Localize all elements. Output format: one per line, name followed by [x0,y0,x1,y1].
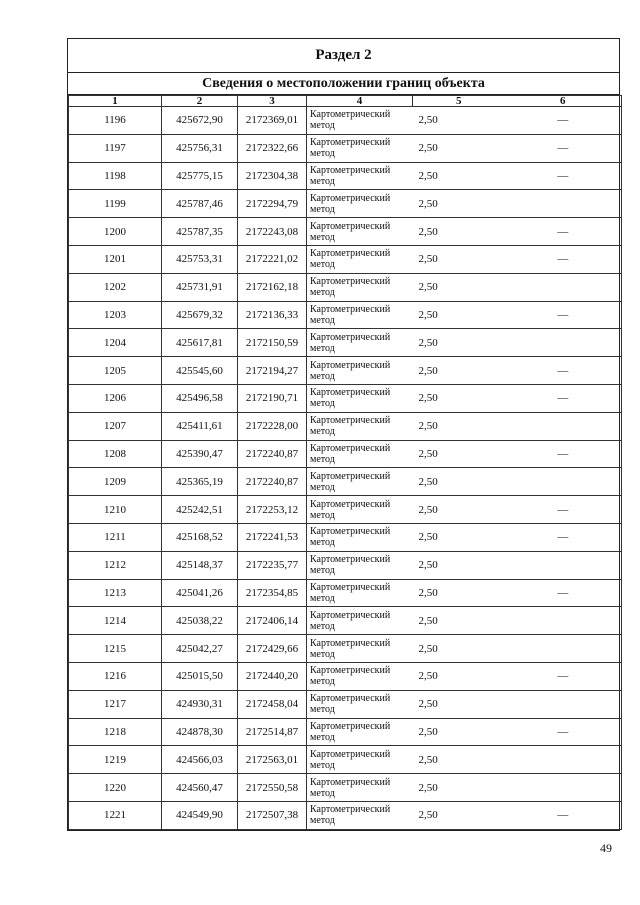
x-coordinate-cell: 425041,26 [162,579,238,607]
accuracy-cell: 2,50 [413,162,505,190]
accuracy-cell: 2,50 [413,635,505,663]
column-6-cell: — [505,662,622,690]
y-coordinate-cell: 2172235,77 [238,551,307,579]
column-6-cell: — [505,107,622,135]
table-row [69,746,622,774]
y-coordinate-cell: 2172550,58 [238,774,307,802]
point-number-cell: 1208 [69,440,162,468]
table-row [69,162,622,190]
accuracy-cell: 2,50 [413,551,505,579]
method-cell: Картометрический метод [307,384,413,412]
section-subtitle: Сведения о местоположении границ объекта [68,73,619,95]
accuracy-cell: 2,50 [413,801,505,829]
x-coordinate-cell: 425787,46 [162,190,238,218]
column-6-cell: — [505,523,622,551]
method-cell: Картометрический метод [307,718,413,746]
table-row [69,357,622,385]
y-coordinate-cell: 2172563,01 [238,746,307,774]
column-6-cell [505,690,622,718]
y-coordinate-cell: 2172240,87 [238,468,307,496]
column-header: 4 [307,96,413,107]
table-row [69,607,622,635]
table-row [69,662,622,690]
point-number-cell: 1201 [69,245,162,273]
document-frame [67,38,620,831]
column-6-cell [505,190,622,218]
y-coordinate-cell: 2172369,01 [238,107,307,135]
point-number-cell: 1213 [69,579,162,607]
table-row [69,412,622,440]
x-coordinate-cell: 425242,51 [162,496,238,524]
method-cell: Картометрический метод [307,662,413,690]
accuracy-cell: 2,50 [413,329,505,357]
boundary-table [68,95,622,830]
accuracy-cell: 2,50 [413,218,505,246]
accuracy-cell: 2,50 [413,607,505,635]
column-6-cell: — [505,801,622,829]
point-number-cell: 1221 [69,801,162,829]
point-number-cell: 1196 [69,107,162,135]
point-number-cell: 1200 [69,218,162,246]
accuracy-cell: 2,50 [413,245,505,273]
y-coordinate-cell: 2172440,20 [238,662,307,690]
method-cell: Картометрический метод [307,162,413,190]
method-cell: Картометрический метод [307,412,413,440]
y-coordinate-cell: 2172243,08 [238,218,307,246]
y-coordinate-cell: 2172429,66 [238,635,307,663]
method-cell: Картометрический метод [307,218,413,246]
x-coordinate-cell: 425672,90 [162,107,238,135]
table-row [69,496,622,524]
table-row [69,468,622,496]
x-coordinate-cell: 425365,19 [162,468,238,496]
method-cell: Картометрический метод [307,635,413,663]
table-row [69,523,622,551]
point-number-cell: 1212 [69,551,162,579]
x-coordinate-cell: 425753,31 [162,245,238,273]
y-coordinate-cell: 2172406,14 [238,607,307,635]
method-cell: Картометрический метод [307,134,413,162]
accuracy-cell: 2,50 [413,273,505,301]
method-cell: Картометрический метод [307,496,413,524]
point-number-cell: 1206 [69,384,162,412]
table-row [69,801,622,829]
table-row [69,134,622,162]
x-coordinate-cell: 425015,50 [162,662,238,690]
table-row [69,774,622,802]
accuracy-cell: 2,50 [413,774,505,802]
column-6-cell: — [505,245,622,273]
point-number-cell: 1204 [69,329,162,357]
x-coordinate-cell: 425390,47 [162,440,238,468]
column-6-cell: — [505,134,622,162]
column-6-cell [505,329,622,357]
point-number-cell: 1198 [69,162,162,190]
x-coordinate-cell: 424549,90 [162,801,238,829]
y-coordinate-cell: 2172304,38 [238,162,307,190]
accuracy-cell: 2,50 [413,523,505,551]
method-cell: Картометрический метод [307,190,413,218]
method-cell: Картометрический метод [307,107,413,135]
y-coordinate-cell: 2172136,33 [238,301,307,329]
point-number-cell: 1216 [69,662,162,690]
method-cell: Картометрический метод [307,273,413,301]
y-coordinate-cell: 2172514,87 [238,718,307,746]
column-6-cell [505,635,622,663]
point-number-cell: 1210 [69,496,162,524]
y-coordinate-cell: 2172228,00 [238,412,307,440]
accuracy-cell: 2,50 [413,690,505,718]
accuracy-cell: 2,50 [413,746,505,774]
point-number-cell: 1207 [69,412,162,440]
section-title: Раздел 2 [68,39,619,73]
column-6-cell: — [505,162,622,190]
x-coordinate-cell: 424566,03 [162,746,238,774]
x-coordinate-cell: 424878,30 [162,718,238,746]
table-row [69,635,622,663]
table-row [69,218,622,246]
x-coordinate-cell: 425411,61 [162,412,238,440]
y-coordinate-cell: 2172322,66 [238,134,307,162]
column-6-cell [505,551,622,579]
y-coordinate-cell: 2172241,53 [238,523,307,551]
y-coordinate-cell: 2172240,87 [238,440,307,468]
accuracy-cell: 2,50 [413,440,505,468]
y-coordinate-cell: 2172221,02 [238,245,307,273]
x-coordinate-cell: 425168,52 [162,523,238,551]
table-row [69,690,622,718]
accuracy-cell: 2,50 [413,412,505,440]
accuracy-cell: 2,50 [413,134,505,162]
method-cell: Картометрический метод [307,357,413,385]
column-6-cell: — [505,218,622,246]
table-row [69,273,622,301]
column-6-cell: — [505,718,622,746]
accuracy-cell: 2,50 [413,190,505,218]
column-6-cell: — [505,384,622,412]
x-coordinate-cell: 425787,35 [162,218,238,246]
column-6-cell [505,273,622,301]
point-number-cell: 1214 [69,607,162,635]
column-6-cell [505,412,622,440]
table-row [69,384,622,412]
point-number-cell: 1218 [69,718,162,746]
y-coordinate-cell: 2172458,04 [238,690,307,718]
x-coordinate-cell: 424560,47 [162,774,238,802]
table-row [69,329,622,357]
accuracy-cell: 2,50 [413,579,505,607]
table-row [69,107,622,135]
column-header: 2 [162,96,238,107]
table-row [69,551,622,579]
table-row [69,440,622,468]
column-6-cell: — [505,301,622,329]
method-cell: Картометрический метод [307,774,413,802]
method-cell: Картометрический метод [307,690,413,718]
table-row [69,301,622,329]
point-number-cell: 1215 [69,635,162,663]
method-cell: Картометрический метод [307,607,413,635]
point-number-cell: 1209 [69,468,162,496]
column-6-cell [505,468,622,496]
column-6-cell [505,774,622,802]
point-number-cell: 1217 [69,690,162,718]
table-row [69,245,622,273]
x-coordinate-cell: 424930,31 [162,690,238,718]
y-coordinate-cell: 2172507,38 [238,801,307,829]
x-coordinate-cell: 425756,31 [162,134,238,162]
x-coordinate-cell: 425038,22 [162,607,238,635]
x-coordinate-cell: 425679,32 [162,301,238,329]
column-6-cell: — [505,357,622,385]
y-coordinate-cell: 2172190,71 [238,384,307,412]
method-cell: Картометрический метод [307,329,413,357]
column-6-cell [505,746,622,774]
column-6-cell: — [505,496,622,524]
table-row [69,579,622,607]
accuracy-cell: 2,50 [413,468,505,496]
method-cell: Картометрический метод [307,801,413,829]
point-number-cell: 1202 [69,273,162,301]
method-cell: Картометрический метод [307,523,413,551]
method-cell: Картометрический метод [307,245,413,273]
accuracy-cell: 2,50 [413,384,505,412]
accuracy-cell: 2,50 [413,301,505,329]
x-coordinate-cell: 425496,58 [162,384,238,412]
method-cell: Картометрический метод [307,579,413,607]
x-coordinate-cell: 425042,27 [162,635,238,663]
table-header-row [69,96,622,107]
x-coordinate-cell: 425731,91 [162,273,238,301]
point-number-cell: 1219 [69,746,162,774]
method-cell: Картометрический метод [307,551,413,579]
point-number-cell: 1199 [69,190,162,218]
column-header: 3 [238,96,307,107]
column-header: 5 [413,96,505,107]
y-coordinate-cell: 2172150,59 [238,329,307,357]
column-6-cell: — [505,440,622,468]
point-number-cell: 1197 [69,134,162,162]
x-coordinate-cell: 425148,37 [162,551,238,579]
method-cell: Картометрический метод [307,746,413,774]
table-row [69,190,622,218]
point-number-cell: 1220 [69,774,162,802]
x-coordinate-cell: 425775,15 [162,162,238,190]
accuracy-cell: 2,50 [413,496,505,524]
y-coordinate-cell: 2172354,85 [238,579,307,607]
column-header: 6 [505,96,622,107]
y-coordinate-cell: 2172162,18 [238,273,307,301]
column-6-cell: — [505,579,622,607]
x-coordinate-cell: 425617,81 [162,329,238,357]
column-header: 1 [69,96,162,107]
page-number: 49 [600,841,612,855]
method-cell: Картометрический метод [307,468,413,496]
table-row [69,718,622,746]
point-number-cell: 1211 [69,523,162,551]
point-number-cell: 1205 [69,357,162,385]
y-coordinate-cell: 2172194,27 [238,357,307,385]
y-coordinate-cell: 2172294,79 [238,190,307,218]
method-cell: Картометрический метод [307,440,413,468]
point-number-cell: 1203 [69,301,162,329]
accuracy-cell: 2,50 [413,357,505,385]
accuracy-cell: 2,50 [413,107,505,135]
accuracy-cell: 2,50 [413,662,505,690]
accuracy-cell: 2,50 [413,718,505,746]
y-coordinate-cell: 2172253,12 [238,496,307,524]
method-cell: Картометрический метод [307,301,413,329]
table-body [69,107,622,830]
x-coordinate-cell: 425545,60 [162,357,238,385]
column-6-cell [505,607,622,635]
